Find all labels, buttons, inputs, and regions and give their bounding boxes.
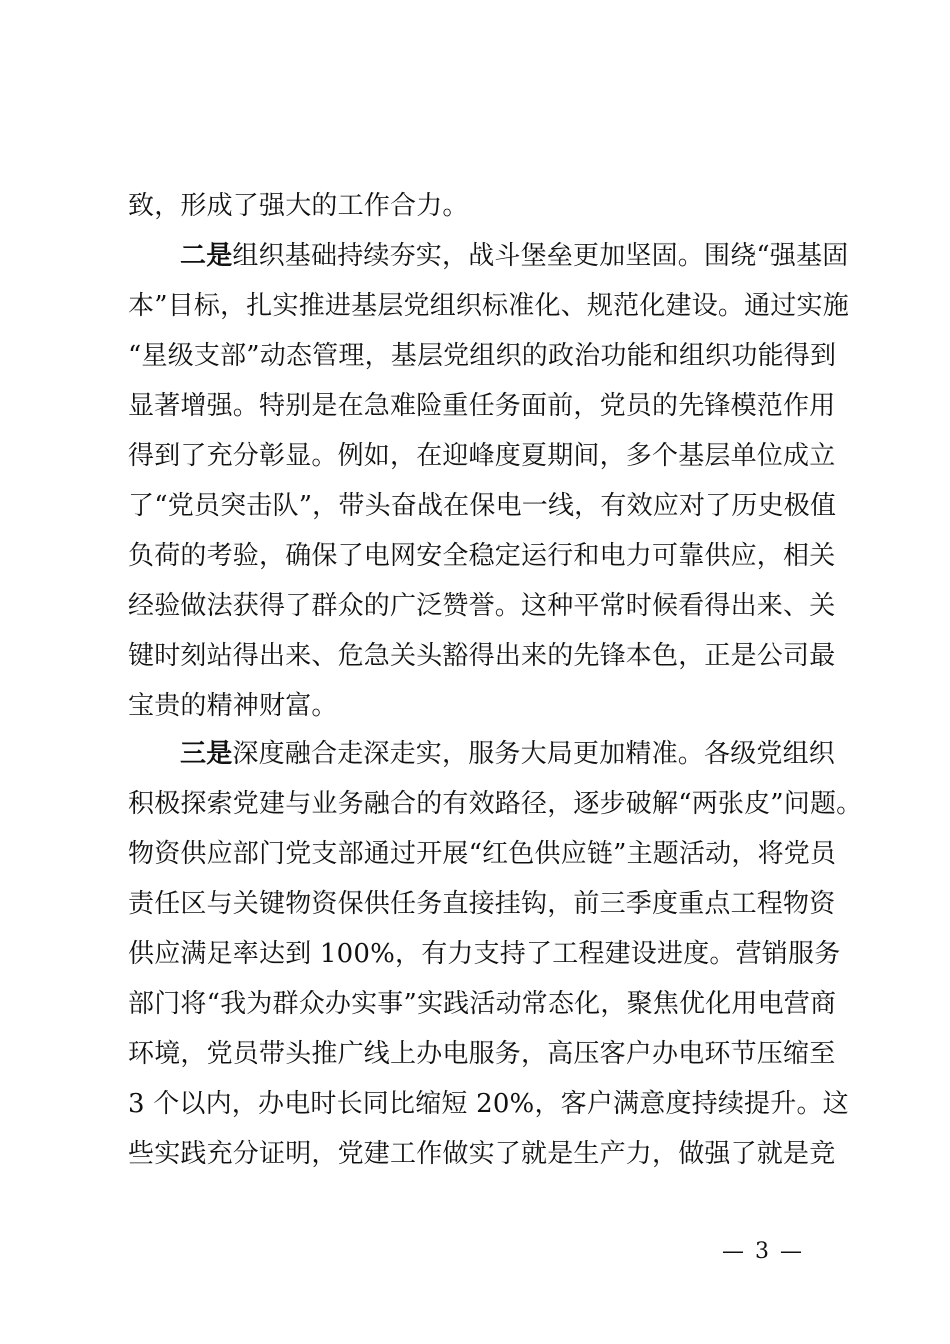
text-line-7 — [128, 481, 836, 531]
page-number: — 3 — — [722, 1239, 804, 1264]
line-text: 积极探索党建与业务融合的有效路径，逐步破解“两张皮”问题。 — [128, 789, 863, 819]
line-text: “星级支部”动态管理，基层党组织的政治功能和组织功能得到 — [128, 341, 837, 371]
line-text: 经验做法获得了群众的广泛赞誉。这种平常时候看得出来、关 — [128, 591, 836, 621]
line-text: 致，形成了强大的工作合力。 — [128, 191, 469, 221]
text-line-19 — [128, 1079, 849, 1129]
text-line-6 — [128, 431, 835, 481]
line-text: 宝贵的精神财富。 — [128, 691, 338, 721]
section-lead: 三是 — [180, 739, 233, 769]
text-line-1 — [128, 181, 469, 231]
text-line-12 — [180, 729, 835, 779]
line-text: 本”目标，扎实推进基层党组织标准化、规范化建设。通过实施 — [128, 291, 849, 321]
text-line-11 — [128, 681, 338, 731]
line-text: 环境，党员带头推广线上办电服务，高压客户办电环节压缩至 — [128, 1039, 836, 1069]
line-text: 物资供应部门党支部通过开展“红色供应链”主题活动，将党员 — [128, 839, 837, 869]
text-line-20 — [128, 1129, 835, 1179]
line-text: 键时刻站得出来、危急关头豁得出来的先锋本色，正是公司最 — [128, 641, 836, 671]
line-text: 供应满足率达到 100%，有力支持了工程建设进度。营销服务 — [128, 939, 841, 969]
text-line-13 — [128, 779, 862, 829]
text-line-3 — [128, 281, 849, 331]
text-line-16 — [128, 929, 840, 979]
text-line-2 — [180, 231, 849, 281]
line-text: 了“党员突击队”，带头奋战在保电一线，有效应对了历史极值 — [128, 491, 837, 521]
text-line-8 — [128, 531, 835, 581]
line-text: 显著增强。特别是在急难险重任务面前，党员的先锋模范作用 — [128, 391, 836, 421]
line-text: 得到了充分彰显。例如，在迎峰度夏期间，多个基层单位成立 — [128, 441, 836, 471]
line-text: 负荷的考验，确保了电网安全稳定运行和电力可靠供应，相关 — [128, 541, 836, 571]
text-line-17 — [128, 979, 836, 1029]
line-text: 责任区与关键物资保供任务直接挂钩，前三季度重点工程物资 — [128, 889, 836, 919]
line-text: 组织基础持续夯实，战斗堡垒更加坚固。围绕“强基固 — [232, 241, 849, 271]
line-text: 深度融合走深走实，服务大局更加精准。各级党组织 — [232, 739, 836, 769]
text-line-14 — [128, 829, 836, 879]
text-line-4 — [128, 331, 836, 381]
section-lead: 二是 — [180, 241, 233, 271]
text-line-10 — [128, 631, 835, 681]
line-text: 3 个以内，办电时长同比缩短 20%，客户满意度持续提升。这 — [128, 1089, 849, 1119]
line-text: 些实践充分证明，党建工作做实了就是生产力，做强了就是竞 — [128, 1139, 836, 1169]
text-line-15 — [128, 879, 835, 929]
line-text: 部门将“我为群众办实事”实践活动常态化，聚焦优化用电营商 — [128, 989, 837, 1019]
text-line-18 — [128, 1029, 835, 1079]
text-line-9 — [128, 581, 835, 631]
text-line-5 — [128, 381, 835, 431]
